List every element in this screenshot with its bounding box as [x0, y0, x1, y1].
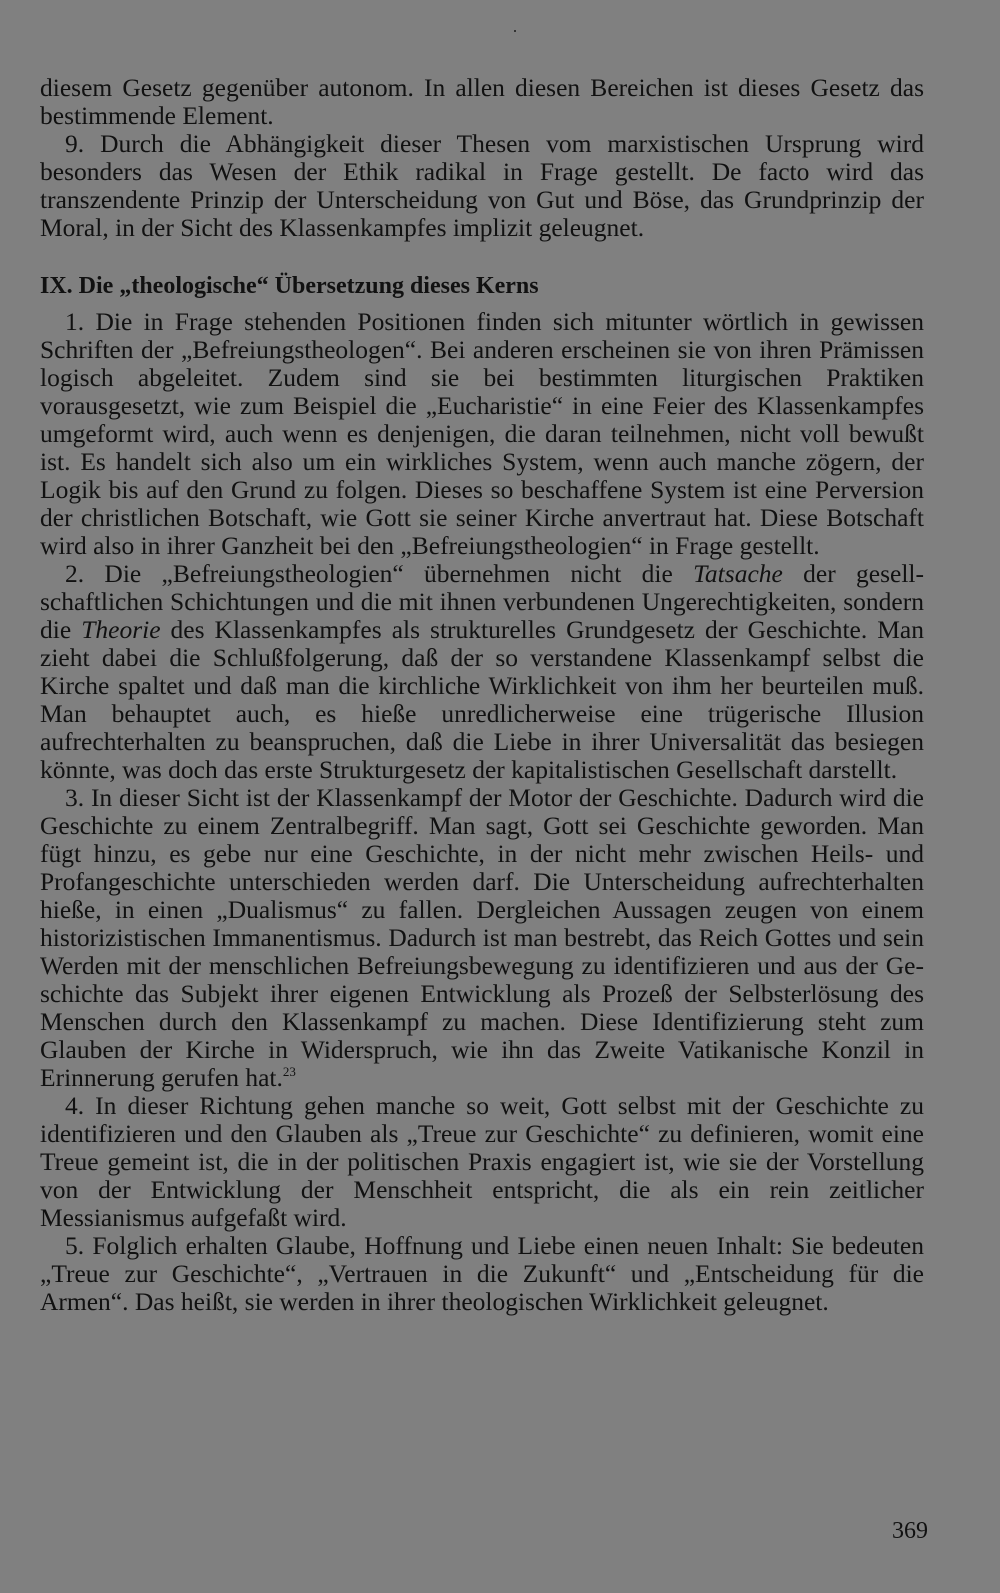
paragraph-2-part-b: der gesellschaftlichen Schichtungen und die mit ihnen verbundenen Ungerechtigkeiten, sondern die — [40, 559, 924, 644]
page-number: 369 — [892, 1518, 928, 1544]
page-body — [40, 74, 924, 1316]
emphasis-tatsache: Tatsache — [693, 559, 783, 588]
paragraph-9: 9. Durch die Abhängigkeit dieser Thesen vom marxistischen Ursprung wird besonders das Wesen der Ethik radikal in Frage gestellt. De facto wird das transzendente Prinzip der Unterscheidung von Gut und Böse, das Grundprinzip der Moral, in der Sicht des Klassenkampfes implizit geleugnet. — [40, 129, 924, 242]
paragraph-2-part-a: 2. Die „Befreiungstheologien“ übernehmen nicht die — [65, 559, 694, 588]
paragraph-2-part-c: des Klassenkampfes als strukturelles Grundgesetz der Geschichte. Man zieht dabei die Schlußfolgerung, daß der so verstandene Klassenkampf selbst die Kirche spaltet und daß man die kirchliche Wirklichkeit von ihm her beurteilen muß. Man behauptet auch, es hieße unredlicherweise eine trügerische Illusion aufrechterhalten zu beanspruchen, daß die Liebe in ihrer Universalität das besiegen könnte, was doch das erste Strukturgesetz der kapitalistischen Gesellschaft darstellt. — [40, 615, 925, 784]
paragraph-3-text: 3. In dieser Sicht ist der Klassenkampf der Motor der Geschichte. Dadurch wird die Geschichte zu einem Zentralbegriff. Man sagt, Gott sei Geschichte geworden. Man fügt hinzu, es gebe nur eine Geschichte, in der nicht mehr zwischen Heils- und Profangeschichte unterschieden werden darf. Die Unterscheidung aufrechterhalten hieße, in einen „Dualismus“ zu fallen. Dergleichen Aussagen zeugen von einem historizistischen Immanentismus. Dadurch ist man bestrebt, das Reich Gottes und sein Werden mit der menschlichen Befreiungsbewegung zu identifizieren und aus der Geschichte das Subjekt ihrer eigenen Entwicklung als Prozeß der Selbsterlösung des Menschen durch den Klassenkampf zu machen. Diese Identifizierung steht zum Glauben der Kirche in Widerspruch, wie ihn das Zweite Vatikanische Konzil in Erinnerung gerufen hat. — [40, 783, 924, 1092]
paragraph-1: 1. Die in Frage stehenden Positionen finden sich mitunter wörtlich in gewissen Schriften der „Befreiungstheologen“. Bei anderen erscheinen sie von ihren Prämissen logisch abgeleitet. Zudem sind sie bei bestimmten liturgischen Praktiken vorausgesetzt, wie zum Beispiel die „Eucharistie“ in eine Feier des Klassenkampfes umgeformt wird, auch wenn es denjenigen, die daran teilnehmen, nicht voll bewußt ist. Es handelt sich also um ein wirkliches System, wenn auch manche zögern, der Logik bis auf den Grund zu folgen. Dieses so beschaffene System ist eine Perversion der christlichen Botschaft, wie Gott sie seiner Kirche anvertraut hat. Diese Botschaft wird also in ihrer Ganzheit bei den „Befreiungstheologien“ in Frage gestellt. — [40, 307, 924, 560]
paragraph-3 — [40, 784, 924, 1092]
scan-speck — [514, 30, 516, 32]
paragraph-5: 5. Folglich erhalten Glaube, Hoffnung und Liebe einen neuen Inhalt: Sie bedeuten „Treue zur Geschichte“, „Vertrauen in die Zukunft“ und „Entscheidung für die Armen“. Das heißt, sie werden in ihrer theologischen Wirklichkeit geleugnet. — [40, 1231, 924, 1316]
emphasis-theorie: Theorie — [81, 615, 161, 644]
footnote-marker[interactable]: 23 — [282, 1064, 296, 1079]
paragraph-2 — [40, 560, 924, 784]
paragraph-continuation: diesem Gesetz gegenüber autonom. In allen diesen Bereichen ist dieses Gesetz das bestimmende Element. — [40, 73, 924, 130]
section-heading: IX. Die „theologische“ Übersetzung dieses Kerns — [40, 273, 539, 299]
paragraph-4: 4. In dieser Richtung gehen manche so weit, Gott selbst mit der Geschichte zu identifizieren und den Glauben als „Treue zur Geschichte“ zu definieren, womit eine Treue gemeint ist, die in der politischen Praxis engagiert ist, wie sie der Vorstellung von der Entwicklung der Menschheit entspricht, die als ein rein zeitlicher Messianismus aufgefaßt wird. — [40, 1091, 924, 1232]
